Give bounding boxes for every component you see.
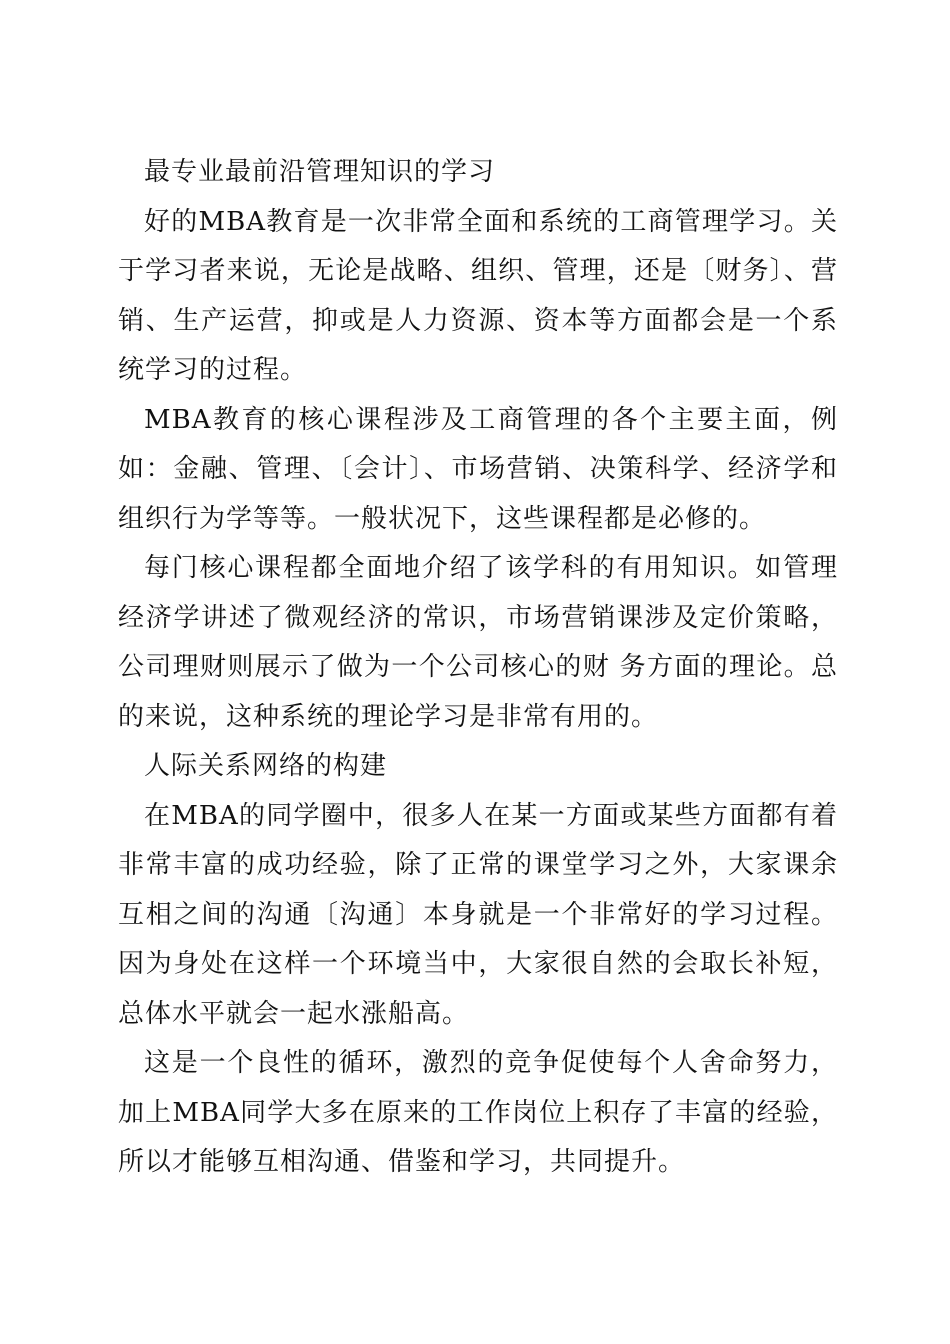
paragraph-course-knowledge: 每门核心课程都全面地介绍了该学科的有用知识。如管理经济学讲述了微观经济的常识，市场营销课涉及定价策略，公司理财则展示了做为一个公司核心的财 务方面的理论。总的来说，这种系统的理论学习是非常有用的。 [118, 553, 838, 732]
document-body [118, 148, 838, 1188]
section-heading-management-knowledge: 最专业最前沿管理知识的学习 [144, 157, 496, 187]
paragraph-virtuous-cycle: 这是一个良性的循环，激烈的竞争促使每个人舍命努力，加上MBA同学大多在原来的工作岗位上积存了丰富的经验，所以才能够互相沟通、借鉴和学习，共同提升。 [118, 1048, 838, 1177]
section-heading-network-building: 人际关系网络的构建 [144, 751, 388, 781]
paragraph-classmate-experience: 在MBA的同学圈中，很多人在某一方面或某些方面都有着非常丰富的成功经验，除了正常的课堂学习之外，大家课余互相之间的沟通〔沟通〕本身就是一个非常好的学习过程。因为身处在这样一个环境当中，大家很自然的会取长补短，总体水平就会一起水涨船高。 [118, 800, 838, 1029]
paragraph-core-courses: MBA教育的核心课程涉及工商管理的各个主要主面，例如：金融、管理、〔会计〕、市场营销、决策科学、经济学和组织行为学等等。一般状况下，这些课程都是必修的。 [118, 404, 838, 534]
paragraph-mba-education-overview: 好的MBA教育是一次非常全面和系统的工商管理学习。关于学习者来说，无论是战略、组织、管理，还是〔财务〕、营销、生产运营，抑或是人力资源、资本等方面都会是一个系统学习的过程。 [118, 206, 838, 385]
